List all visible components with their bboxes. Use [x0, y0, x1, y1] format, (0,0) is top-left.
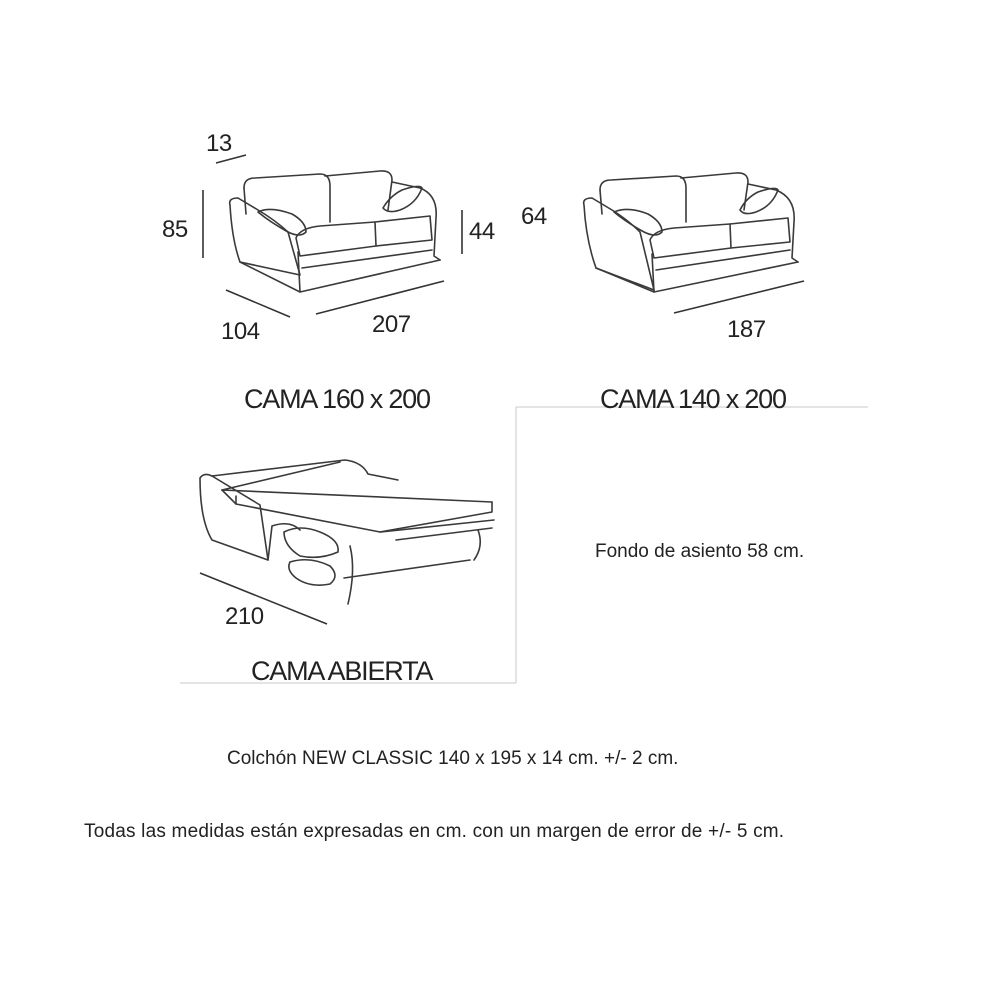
open-bed-drawing	[200, 460, 494, 604]
dimension-depth: 104	[221, 318, 260, 345]
title-cama-160: CAMA 160 x 200	[244, 384, 430, 414]
sofa-b-drawing	[584, 173, 798, 292]
dimension-width-b: 187	[727, 316, 766, 343]
sofa-b-dimension-lines	[674, 281, 804, 313]
dimension-arm-height: 64	[521, 203, 547, 230]
dimension-seat-height: 44	[469, 218, 495, 245]
dimension-height: 85	[162, 216, 188, 243]
dimension-open-length: 210	[225, 603, 264, 630]
dimension-depth-top: 13	[206, 130, 232, 157]
title-cama-abierta: CAMA ABIERTA	[251, 656, 433, 686]
sofa-a-drawing	[230, 171, 440, 292]
title-cama-140: CAMA 140 x 200	[600, 384, 786, 414]
sofa-a-dimension-lines	[203, 155, 462, 317]
dimension-width-a: 207	[372, 311, 411, 338]
note-disclaimer: Todas las medidas están expresadas en cm. con un margen de error de +/- 5 cm.	[84, 821, 785, 842]
note-seat-depth: Fondo de asiento 58 cm.	[595, 541, 805, 562]
note-mattress: Colchón NEW CLASSIC 140 x 195 x 14 cm. +/- 2 cm.	[227, 748, 679, 769]
